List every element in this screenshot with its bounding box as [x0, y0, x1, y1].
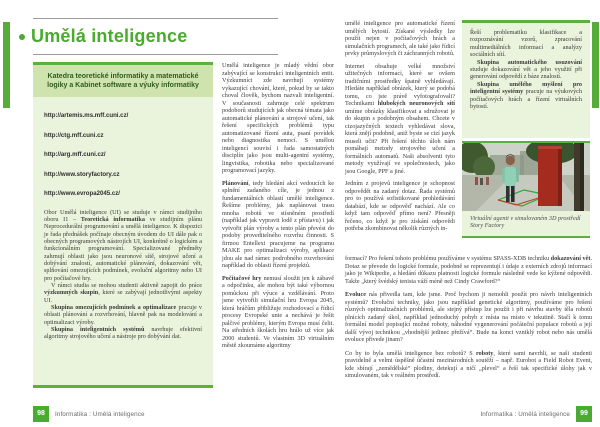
paragraph: Počítačové hry nemusí sloužit jen k zábavě a odpočinku, ale mohou být také výbornou pomůckou při výuce a vzdělávání. Proto jsme vytvořili simulační hru Evropa 2045, která hráčům přibližuje rozhodovací a řídicí procesy Evropské unie a nechává je řešit palčivé problémy, kterým Evropa musí čelit. Na středních školách hru hrálo už více jak 2000 studentů. Ve vlastním 3D virtuálním městě zkoumáme algoritmy [222, 274, 334, 349]
page-number-right: 99 [576, 406, 592, 422]
right-page-column-1 [345, 20, 455, 233]
link-storyfactory[interactable]: http://www.storyfactory.cz [44, 170, 120, 178]
header-bottom-rule [33, 54, 278, 55]
paragraph: Umělá inteligence je mladý vědní obor zabývající se konstrukcí inteligentních entit. Výzkumníci zde navrhují systémy vykazující chování, které, pokud by se takto choval člověk, bychom nazvali inteligentní. V současnosti zahrnuje celé spektrum podoborů studujících jak obecná témata jako automatické plánování a strojové učení, tak řešení specifických problémů typu automatizované řízení auta, psaní povídek nebo diagnostika nemocí. S umělou inteligencí souvisí i řada samostatných disciplín jako jsou multi-agentní systémy, lingvistika, robotika nebo specializované programovací jazyky. [222, 62, 334, 174]
link-arg[interactable]: http://arg.mff.cuni.cz/ [44, 151, 106, 158]
bullet-icon [19, 34, 25, 40]
list-item [44, 104, 202, 122]
paragraph: Plánování, tedy hledání akcí vedoucích ke splnění zadaného cíle, je jednou z fundamentálních oblastí umělé inteligence. Řešíme problémy, jak naplánovat trasu mnoha robotů ve stísněném prostředí (například jak vypravit lodě z přístavu) i jak vytvořit plán výroby a tento plán převést do podoby proveditelného rozvrhu činnosti. S firmou Entellexi pracujeme na programu MAKE pro optimalizaci výroby, aplikace jdou ale nad rámec podrobného rozvrhování například do oblasti řízení projektů. [222, 179, 334, 269]
list-item [44, 163, 202, 181]
paragraph: Co by to byla umělá inteligence bez robotů? S roboty, které sami navrhli, se naši studenti pravidelně a velmi úspěšně účastní mezinárodních soutěží – např. Eurobot a Field Robot Event, kde sbírají „zemědělské“ plodiny, detekují a ničí „plevel“ a řeší tak specifické úlohy jak v simulovaném, tak v reálném prostředí. [345, 349, 592, 379]
figure-caption: Virtuální agenti v simulovaném 3D prostředí Story Factory [462, 211, 590, 236]
header-top-rule [33, 18, 278, 19]
paragraph: Jedním z projevů inteligence je schopnost odpovědět na zadaný dotaz. Řada systémů pro to používá sofistikované prohledávání databází, kde se odpověď nachází. Ale co když tam odpověď přímo není? Přesněji řečeno, co když je pro získání odpovědi potřeba zkombinovat několik různých in- [345, 180, 455, 232]
paragraph: Skupina inteligentních systémů navrhuje efektivní algoritmy strojového učení a nástroje pro dobývání dat. [44, 326, 202, 341]
paragraph: Skupina automatického usuzování studuje dokazování vět a jeho využití při generování odpovědí z báze znalostí. [470, 58, 582, 81]
paragraph: Obor Umělá inteligence (UI) se studuje v rámci studijního oboru I1 – Teoretická informatika ve studijním plánu Neprocedurální programování a umělá inteligence. K dispozici je řada přednášek počínaje obecným úvodem do UI dále pak o obecných programových nástrojích UI, konkrétně o logickém a funkcionálním programování. Specializované předměty zahrnují oblasti jako jsou neuronové sítě, strojové učení a dobývání znalostí, automatické plánování, dokazování vět, splňování omezujících podmínek, evoluční algoritmy nebo UI pro počítačové hry. [44, 208, 203, 282]
list-item [44, 182, 202, 200]
left-edge-accent-bar [3, 22, 10, 108]
paragraph: Skupina omezujících podmínek a optimalizace pracuje v oblasti plánování a rozvrhování, hlavně pak na modelování a optimalizaci výroby. [44, 303, 202, 326]
paragraph: V rámci studia se mohou studenti aktivně zapojit do práce výzkumných skupin, které se zabývají jednotlivými aspekty UI. [44, 281, 202, 304]
paragraph: formací? Pro řešení tohoto problému používáme v systému SPASS-XDB techniku dokazování vět. Dotaz se převede do logické formule, podobně se reprezentují i údaje z externích zdrojů informací jako je Wikipedie, a hledání důkazu platnosti logické formule následně vede ke kýžené odpovědi. Takže „který švédský tenista váží méně než Cindy Crawford?“ [345, 255, 592, 285]
list-item [44, 124, 202, 142]
research-groups-sidebox [462, 20, 590, 138]
chapter-title [19, 25, 187, 47]
paragraph: Evoluce nás přivedla tam, kde jsme. Proč bychom ji nemohli použít pro návrh inteligentních systémů? Evoluční techniky, jako jsou například genetické algoritmy, používáme pro řešení různých optimalizačních problémů, ale stejný přístup lze použít i při návrhu stavby těla robotů plnících zadaný úkol, například jednoduchý pohyb z místa na místo v tekutině. Stačí k tomu formální model popisující možné roboty, náhodné vygenerování počáteční populace robotů a její další vývoj technikou „vhodnější jedinec přežívá“. Bude na konci vzniklý robot nebo nás umělá evoluce přivede jinam? [345, 291, 592, 343]
right-page-bottom-section [345, 255, 592, 380]
infobox-body [33, 205, 213, 341]
url-list [33, 97, 213, 205]
department-infobox [33, 62, 213, 388]
story-factory-figure [462, 141, 590, 238]
link-ctg[interactable]: http://ctg.mff.cuni.cz [44, 131, 104, 139]
left-page-column-2 [222, 62, 334, 350]
footer-running-title-right: Informatika : Umělá inteligence [480, 411, 570, 418]
right-edge-accent-bar [592, 22, 599, 108]
link-evropa2045[interactable]: http://www.evropa2045.cz/ [44, 190, 120, 197]
paragraph: umělé inteligence pro automatické řízení umělých bytostí. Získané výsledky lze použít nejen v počítačových hrách a simulačních programech, ale také jako řídicí prvky průmyslových či záchranných robotů. [345, 20, 455, 57]
page-title: Umělá inteligence [31, 26, 188, 46]
infobox-heading: Katedra teoretické informatiky a matematické logiky a Kabinet software a výuky informatiky [33, 65, 213, 97]
list-item [44, 143, 202, 161]
story-factory-photo [462, 143, 590, 211]
link-artemis[interactable]: http://artemis.ms.mff.cuni.cz/ [44, 112, 129, 119]
page-number-left: 98 [33, 406, 49, 422]
footer-running-title-left: Informatika : Umělá inteligence [55, 411, 145, 418]
paragraph: Skupina umělého myšlení pro inteligentní systémy pracuje na výukových počítačových hrách a řízení virtuálních bytostí. [470, 80, 583, 111]
paragraph: Internet obsahuje velké množství užitečných informací, které se ovšem tradičními prostředky špatně vyhledávají. Hledáte například obrázek, který se podobá tomu, co jste právě vyfotografovali? Technikami hlubokých neuronových sítí umíme obrázky klasifikovat a sdružovat je do skupin s podobným obsahem. Chcete v cizojazyčných textech vyhledávat slova, která znějí podobně, aniž byste se cizí jazyk museli učit? Při řešení těchto úloh nám pomáhají metody strojového učení a formálních automatů. Naši absolventi tyto metody využívají ve společnostech, jako jsou Google, PPF a jiné. [345, 62, 455, 175]
paragraph: Řeší problematiku klasifikace a rozpoznávání vzorů, zpracování multimediálních informací a analýzy sociálních sítí. [470, 29, 582, 59]
